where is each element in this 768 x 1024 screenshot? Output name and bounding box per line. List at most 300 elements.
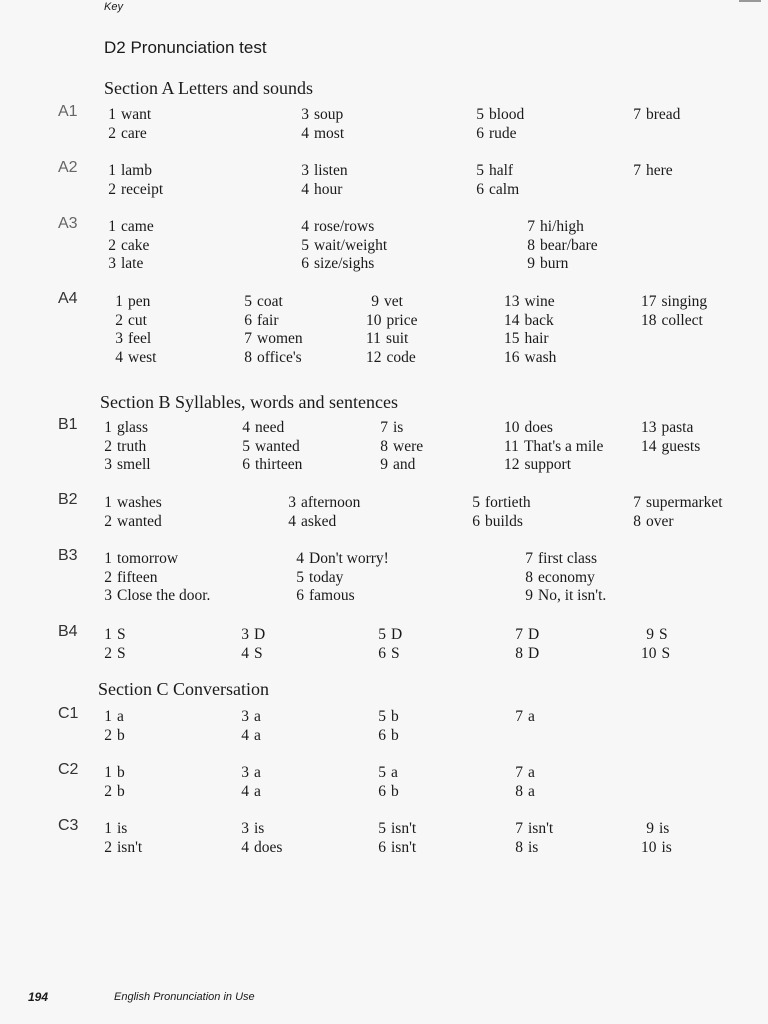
answer-text: need — [255, 419, 285, 436]
answer-text: isn't — [391, 838, 417, 856]
answer-text: is — [117, 820, 128, 837]
answer-item — [471, 125, 517, 144]
answer-item — [99, 820, 127, 839]
answer-number: 5 — [296, 568, 304, 586]
answer-number: 1 — [104, 494, 112, 511]
answer-text: D — [391, 626, 403, 643]
answer-text: isn't — [528, 820, 554, 837]
answer-number: 18 — [641, 311, 657, 329]
answer-number: 8 — [244, 348, 252, 366]
answer-item — [110, 312, 147, 331]
answer-text: a — [254, 764, 261, 781]
answer-item — [237, 419, 284, 438]
answer-item — [373, 764, 398, 783]
answer-number: 2 — [108, 124, 116, 142]
answer-text: No, it isn't. — [538, 587, 607, 604]
answer-item — [236, 820, 264, 839]
answer-number: 7 — [525, 550, 533, 567]
answer-text: asked — [301, 512, 337, 530]
answer-number: 6 — [476, 180, 484, 198]
answer-text: b — [117, 726, 125, 744]
answer-item — [510, 820, 553, 839]
answer-item — [375, 438, 423, 457]
answer-item — [510, 839, 538, 858]
answer-item — [296, 181, 342, 200]
answer-number: 7 — [633, 162, 641, 179]
answer-number: 3 — [241, 764, 249, 781]
answer-number: 2 — [115, 311, 123, 329]
answer-text: late — [121, 255, 144, 272]
answer-text: b — [391, 782, 399, 800]
answer-number: 5 — [242, 437, 250, 455]
answer-item — [99, 645, 126, 664]
answer-number: 8 — [380, 437, 388, 455]
answer-number: 2 — [104, 644, 112, 662]
answer-text: a — [528, 764, 535, 781]
answer-text: hi/high — [540, 218, 584, 235]
answer-number: 5 — [301, 236, 309, 254]
answer-item — [99, 550, 178, 569]
answer-text: listen — [314, 162, 348, 179]
answer-item — [99, 839, 142, 858]
answer-item — [296, 255, 374, 274]
answer-number: 6 — [378, 726, 386, 744]
answer-item — [103, 125, 147, 144]
answer-text: were — [393, 437, 424, 455]
answer-text: fortieth — [485, 494, 531, 511]
answer-number: 9 — [371, 293, 379, 310]
exercise-label-a1: A1 — [58, 103, 78, 120]
answer-item — [522, 237, 598, 256]
answer-text: size/sighs — [314, 255, 375, 272]
answer-number: 9 — [380, 456, 388, 473]
answer-item — [296, 125, 344, 144]
answer-item — [239, 330, 303, 349]
answer-number: 7 — [515, 708, 523, 725]
answer-text: singing — [661, 293, 708, 310]
answer-item — [510, 708, 535, 727]
answer-text: soup — [314, 106, 344, 123]
answer-number: 12 — [504, 456, 520, 473]
answer-item — [641, 820, 669, 839]
answer-text: S — [391, 644, 400, 662]
answer-item — [375, 456, 415, 475]
answer-text: D — [528, 644, 540, 662]
answer-number: 6 — [244, 311, 252, 329]
answer-number: 9 — [527, 255, 535, 272]
answer-item — [99, 456, 151, 475]
answer-number: 6 — [378, 644, 386, 662]
answer-item — [239, 293, 283, 312]
answer-number: 7 — [244, 330, 252, 347]
answer-text: wash — [524, 348, 557, 366]
answer-number: 2 — [104, 512, 112, 530]
answer-number: 11 — [504, 437, 519, 455]
answer-text: over — [646, 512, 674, 530]
section-a-title: Section A Letters and sounds — [104, 78, 313, 98]
answer-text: is — [659, 820, 670, 837]
answer-text: bear/bare — [540, 236, 598, 254]
answer-number: 4 — [115, 348, 123, 366]
answer-item — [236, 626, 265, 645]
answer-text: receipt — [121, 180, 164, 198]
answer-number: 4 — [301, 180, 309, 198]
exercise-label-b2: B2 — [58, 491, 78, 508]
answer-number: 3 — [241, 820, 249, 837]
answer-text: and — [393, 456, 416, 473]
answer-number: 3 — [115, 330, 123, 347]
answer-item — [296, 237, 387, 256]
answer-number: 7 — [633, 494, 641, 511]
answer-item — [373, 820, 416, 839]
answer-number: 13 — [641, 419, 657, 436]
answer-text: builds — [485, 512, 523, 530]
answer-number: 4 — [296, 550, 304, 567]
answer-item — [296, 218, 374, 237]
answer-item — [471, 181, 519, 200]
answer-text: bread — [646, 106, 681, 123]
answer-number: 8 — [633, 512, 641, 530]
answer-text: does — [254, 838, 283, 856]
answer-text: code — [386, 348, 416, 366]
answer-text: b — [391, 726, 399, 744]
answer-number: 16 — [504, 348, 520, 366]
answer-number: 3 — [241, 626, 249, 643]
answer-number: 4 — [242, 419, 250, 436]
answer-text: guests — [661, 437, 701, 455]
answer-item — [110, 293, 150, 312]
answer-text: S — [117, 644, 126, 662]
answer-item — [236, 708, 261, 727]
answer-number: 8 — [525, 568, 533, 586]
answer-item — [641, 312, 703, 331]
answer-item — [99, 513, 162, 532]
answer-number: 2 — [104, 726, 112, 744]
answer-number: 5 — [378, 626, 386, 643]
answer-text: a — [528, 782, 535, 800]
page-title: D2 Pronunciation test — [104, 38, 267, 57]
answer-number: 9 — [646, 820, 654, 837]
answer-item — [504, 438, 603, 457]
answer-number: 5 — [244, 293, 252, 310]
answer-item — [366, 330, 408, 349]
answer-text: famous — [309, 587, 355, 604]
answer-text: is — [528, 838, 539, 856]
answer-number: 11 — [366, 330, 381, 347]
answer-item — [239, 349, 302, 368]
answer-number: 7 — [633, 106, 641, 123]
answer-item — [236, 839, 282, 858]
answer-text: came — [121, 218, 154, 235]
answer-text: pen — [128, 293, 151, 310]
answer-item — [236, 645, 263, 664]
exercise-label-c3: C3 — [58, 817, 79, 834]
answer-item — [283, 494, 360, 513]
answer-number: 3 — [104, 587, 112, 604]
answer-text: washes — [117, 494, 162, 511]
answer-text: b — [391, 708, 399, 725]
answer-number: 6 — [378, 782, 386, 800]
answer-number: 6 — [378, 838, 386, 856]
answer-number: 4 — [301, 124, 309, 142]
answer-text: cake — [121, 236, 150, 254]
answer-text: tomorrow — [117, 550, 179, 567]
exercise-label-a2: A2 — [58, 159, 78, 176]
answer-number: 10 — [504, 419, 520, 436]
answer-text: fair — [257, 311, 279, 329]
answer-text: a — [254, 782, 261, 800]
answer-number: 1 — [104, 820, 112, 837]
answer-text: price — [386, 311, 418, 329]
answer-item — [641, 839, 672, 858]
answer-number: 1 — [104, 764, 112, 781]
answer-text: S — [254, 644, 263, 662]
answer-number: 5 — [378, 708, 386, 725]
answer-number: 6 — [476, 124, 484, 142]
answer-item — [99, 438, 146, 457]
answer-item — [237, 456, 302, 475]
exercise-label-b4: B4 — [58, 623, 78, 640]
answer-number: 1 — [108, 162, 116, 179]
answer-text: rude — [489, 124, 517, 142]
answer-item — [110, 349, 156, 368]
answer-text: wanted — [117, 512, 162, 530]
answer-text: feel — [128, 330, 152, 347]
answer-item — [375, 419, 403, 438]
answer-text: rose/rows — [314, 218, 375, 235]
answer-text: S — [117, 626, 126, 643]
exercise-label-a3: A3 — [58, 215, 78, 232]
answer-item — [291, 550, 389, 569]
answer-item — [504, 312, 554, 331]
answer-text: west — [128, 348, 157, 366]
answer-text: fifteen — [117, 568, 158, 586]
answer-item — [628, 513, 674, 532]
answer-text: office's — [257, 348, 302, 366]
answer-text: economy — [538, 568, 595, 586]
answer-item — [110, 330, 151, 349]
answer-text: Close the door. — [117, 587, 211, 604]
answer-text: wait/weight — [314, 236, 388, 254]
answer-text: hour — [314, 180, 343, 198]
answer-number: 4 — [288, 512, 296, 530]
answer-text: truth — [117, 437, 147, 455]
answer-number: 2 — [104, 568, 112, 586]
answer-item — [504, 419, 553, 438]
answer-item — [373, 626, 402, 645]
exercise-label-a4: A4 — [58, 290, 78, 307]
answer-text: cut — [128, 311, 147, 329]
answer-item — [520, 550, 597, 569]
answer-item — [103, 218, 154, 237]
answer-item — [99, 708, 124, 727]
answer-number: 12 — [366, 348, 382, 366]
answer-number: 15 — [504, 330, 520, 347]
answer-number: 1 — [108, 106, 116, 123]
answer-text: supermarket — [646, 494, 723, 511]
answer-text: afternoon — [301, 494, 361, 511]
answer-text: glass — [117, 419, 148, 436]
answer-text: is — [254, 820, 265, 837]
answer-item — [373, 708, 399, 727]
answer-text: a — [391, 764, 398, 781]
answer-number: 5 — [472, 494, 480, 511]
answer-number: 9 — [525, 587, 533, 604]
answer-text: back — [524, 311, 554, 329]
answer-number: 6 — [296, 587, 304, 604]
answer-item — [373, 783, 399, 802]
answer-item — [628, 106, 680, 125]
answer-text: vet — [384, 293, 403, 310]
answer-text: smell — [117, 456, 151, 473]
answer-text: That's a mile — [523, 437, 604, 455]
answer-number: 7 — [527, 218, 535, 235]
answer-text: women — [257, 330, 303, 347]
answer-number: 2 — [104, 838, 112, 856]
answer-number: 6 — [472, 512, 480, 530]
section-c-title: Section C Conversation — [98, 679, 269, 699]
answer-item — [366, 349, 416, 368]
answer-number: 1 — [104, 626, 112, 643]
answer-text: isn't — [391, 820, 417, 837]
answer-item — [373, 839, 416, 858]
answer-number: 5 — [476, 106, 484, 123]
answer-number: 8 — [515, 782, 523, 800]
answer-item — [641, 645, 670, 664]
answer-item — [236, 783, 261, 802]
answer-text: thirteen — [255, 456, 303, 473]
answer-item — [522, 218, 584, 237]
answer-number: 1 — [104, 419, 112, 436]
answer-item — [628, 162, 673, 181]
answer-number: 1 — [108, 218, 116, 235]
answer-item — [296, 162, 348, 181]
answer-item — [641, 293, 707, 312]
answer-number: 3 — [301, 106, 309, 123]
answer-text: a — [528, 708, 535, 725]
answer-item — [236, 764, 261, 783]
answer-text: lamb — [121, 162, 152, 179]
exercise-label-c2: C2 — [58, 761, 79, 778]
answer-number: 7 — [515, 626, 523, 643]
answer-number: 4 — [301, 218, 309, 235]
answer-text: today — [309, 568, 344, 586]
answer-number: 6 — [301, 255, 309, 272]
answer-item — [510, 645, 539, 664]
answer-text: coat — [257, 293, 283, 310]
answer-number: 7 — [515, 820, 523, 837]
answer-number: 8 — [515, 644, 523, 662]
answer-number: 3 — [104, 456, 112, 473]
answer-number: 6 — [242, 456, 250, 473]
answer-text: collect — [661, 311, 703, 329]
answer-text: wanted — [255, 437, 300, 455]
answer-item — [103, 162, 152, 181]
answer-item — [236, 727, 261, 746]
answer-number: 8 — [515, 838, 523, 856]
answer-item — [103, 255, 143, 274]
answer-number: 5 — [378, 764, 386, 781]
answer-item — [283, 513, 336, 532]
answer-item — [522, 255, 568, 274]
answer-text: first class — [538, 550, 597, 567]
key-label: Key — [104, 1, 123, 13]
answer-number: 2 — [104, 437, 112, 455]
answer-item — [504, 293, 555, 312]
answer-text: b — [117, 782, 125, 800]
answer-item — [520, 587, 606, 606]
answer-item — [504, 349, 556, 368]
answer-number: 7 — [380, 419, 388, 436]
corner-mark — [739, 0, 761, 2]
answer-number: 3 — [288, 494, 296, 511]
answer-text: a — [254, 708, 261, 725]
answer-number: 9 — [646, 626, 654, 643]
answer-item — [520, 569, 595, 588]
answer-item — [628, 494, 723, 513]
exercise-label-b1: B1 — [58, 416, 78, 433]
answer-item — [366, 293, 403, 312]
answer-text: here — [646, 162, 673, 179]
answer-item — [373, 727, 399, 746]
answer-item — [237, 438, 300, 457]
answer-number: 3 — [301, 162, 309, 179]
answer-item — [471, 106, 524, 125]
answer-item — [641, 419, 693, 438]
answer-number: 7 — [515, 764, 523, 781]
answer-number: 1 — [115, 293, 123, 310]
answer-item — [510, 783, 535, 802]
answer-item — [99, 727, 125, 746]
answer-item — [510, 764, 535, 783]
answer-number: 3 — [108, 255, 116, 272]
answer-text: isn't — [117, 838, 143, 856]
answer-item — [296, 106, 343, 125]
section-b-title: Section B Syllables, words and sentences — [100, 392, 398, 412]
answer-item — [99, 783, 125, 802]
answer-number: 13 — [504, 293, 520, 310]
answer-number: 4 — [241, 782, 249, 800]
answer-text: blood — [489, 106, 525, 123]
answer-text: calm — [489, 180, 520, 198]
answer-text: a — [254, 726, 261, 744]
answer-text: support — [524, 456, 571, 473]
answer-number: 2 — [108, 236, 116, 254]
answer-number: 1 — [104, 708, 112, 725]
answer-text: hair — [524, 330, 549, 347]
exercise-label-b3: B3 — [58, 547, 78, 564]
answer-item — [103, 181, 163, 200]
answer-text: pasta — [661, 419, 694, 436]
answer-item — [99, 626, 126, 645]
answer-item — [291, 587, 355, 606]
page-number: 194 — [28, 990, 49, 1004]
answer-number: 1 — [104, 550, 112, 567]
answer-text: most — [314, 124, 345, 142]
answer-text: does — [524, 419, 553, 436]
answer-text: a — [117, 708, 124, 725]
answer-text: b — [117, 764, 125, 781]
answer-item — [99, 587, 210, 606]
answer-item — [103, 237, 149, 256]
answer-number: 17 — [641, 293, 657, 310]
answer-number: 10 — [366, 311, 382, 329]
answer-number: 4 — [241, 838, 249, 856]
answer-number: 10 — [641, 838, 657, 856]
answer-item — [99, 419, 148, 438]
answer-item — [641, 438, 700, 457]
answer-item — [99, 764, 125, 783]
